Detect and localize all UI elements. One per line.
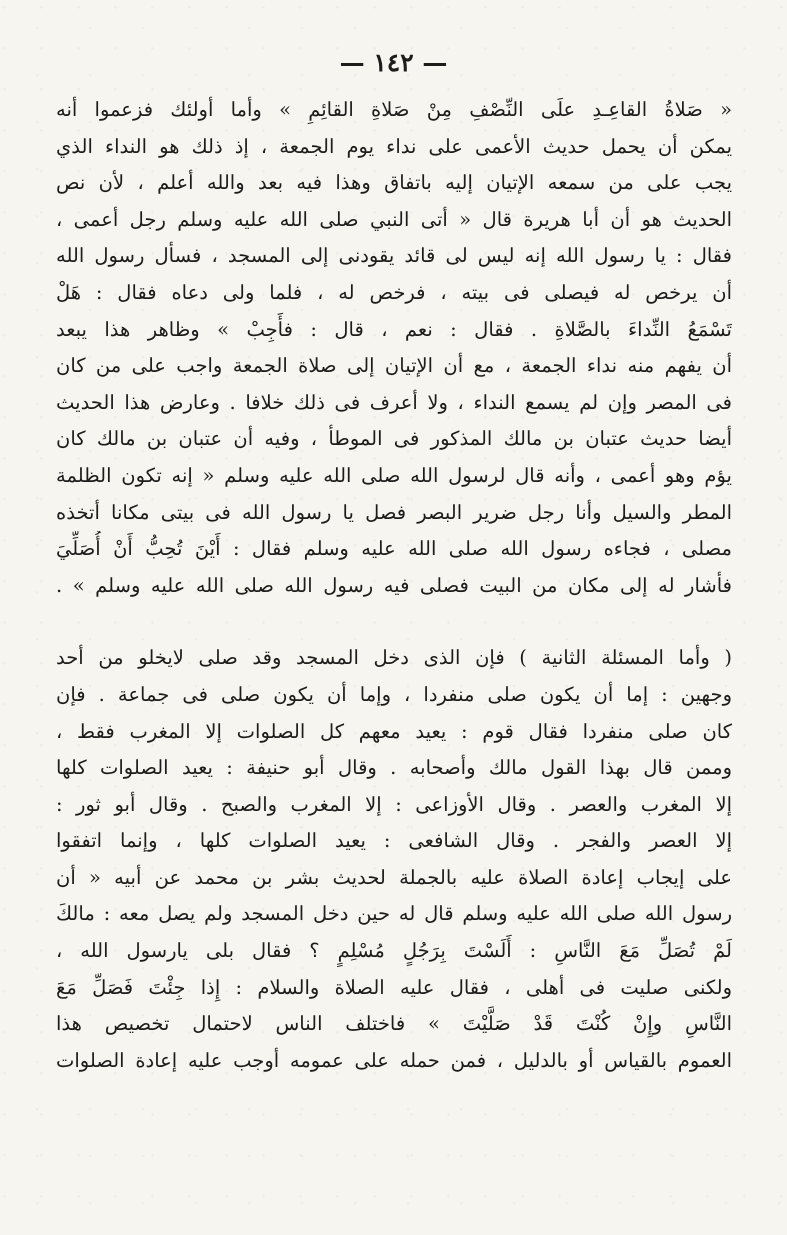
text-line: لَمْ تُصَلِّ مَعَ النَّاسِ : أَلَسْتَ بِرَجُلٍ مُسْلِمٍ ؟ فقال بلى يارسول الله ،: [56, 939, 732, 963]
text-line: أن يفهم منه نداء الجمعة ، مع أن الإتيان إلى صلاة الجمعة واجب على من كان: [56, 354, 732, 378]
text-line: يمكن أن يحمل حديث الأعمى على نداء يوم الجمعة ، إذ ذلك هو النداء الذي: [56, 134, 732, 158]
text-line: إلا المغرب والعصر . وقال الأوزاعى : إلا المغرب والصبح . وقال أبو ثور :: [56, 792, 732, 816]
text-line: كان صلى منفردا فقال قوم : يعيد معهم كل الصلوات إلا المغرب فقط ،: [56, 719, 732, 743]
text-line: وممن قال بهذا القول مالك وأصحابه . وقال أبو حنيفة : يعيد الصلوات كلها: [56, 756, 732, 780]
text-line: إلا العصر والفجر . وقال الشافعى : يعيد الصلوات كلها ، وإنما اتفقوا: [56, 829, 732, 853]
text-line: فقال : يا رسول الله إنه ليس لى قائد يقودنى إلى المسجد ، فسأل رسول الله: [56, 244, 732, 268]
text-line: وجهين : إما أن يكون صلى منفردا ، وإما أن يكون صلى فى جماعة . فإن: [56, 682, 732, 706]
text-line: أيضا حديث عتبان بن مالك المذكور فى الموطأ ، وفيه أن عتبان بن مالك كان: [56, 427, 732, 451]
text-line: مصلى ، فجاءه رسول الله صلى الله عليه وسلم فقال : أَيْنَ تُحِبُّ أَنْ أُصَلِّيَ: [56, 537, 732, 561]
text-line: العموم بالقياس أو بالدليل ، فمن حمله على عمومه أوجب عليه إعادة الصلوات: [56, 1048, 732, 1072]
paragraph-second-issue: [56, 640, 732, 1079]
page-number: — ١٤٢ —: [339, 48, 448, 77]
text-line: الحديث هو أن أبا هريرة قال « أتى النبي صلى الله عليه وسلم رجل أعمى ،: [56, 207, 732, 231]
text-line: رسول الله صلى الله عليه وسلم قال له حين دخل المسجد ولم يصل معه : مالكَ: [56, 902, 732, 926]
text-line: فى المصر وإن لم يسمع النداء ، ولا أعرف فى ذلك خلافا . وعارض هذا الحديث: [56, 390, 732, 414]
text-line: يؤم وهو أعمى ، وأنه قال لرسول الله صلى الله عليه وسلم « إنه تكون الظلمة: [56, 463, 732, 487]
text-line: أن يرخص له فيصلى فى بيته ، فرخص له ، فلما ولى دعاه فقال : هَلْ: [56, 280, 732, 304]
text-line: النَّاسِ وإِنْ كُنْتَ قَدْ صَلَّيْتَ » فاختلف الناس لاحتمال تخصيص هذا: [56, 1012, 732, 1036]
text-line: فأشار له إلى مكان من البيت فصلى فيه رسول الله صلى الله عليه وسلم » .: [56, 573, 732, 597]
text-line: المطر والسيل وأنا رجل ضرير البصر فصل يا رسول الله فى بيتى مكانا أتخذه: [56, 500, 732, 524]
text-line: على إيجاب إعادة الصلاة عليه بالجملة لحديث بشر بن محمد عن أبيه « أن: [56, 865, 732, 889]
text-line: ولكنى صليت فى أهلى ، فقال عليه الصلاة والسلام : إِذا جِئْتَ فَصَلِّ مَعَ: [56, 975, 732, 999]
text-line: يجب على من سمعه الإتيان إليه باتفاق وهذا فيه بعد والله أعلم ، لأن نص: [56, 171, 732, 195]
text-line: تَسْمَعُ النِّداءَ بالصَّلاةِ . فقال : نعم ، قال : فأَجِبْ » وظاهر هذا يبعد: [56, 317, 732, 341]
text-line: ( وأما المسئلة الثانية ) فإن الذى دخل المسجد وقد صلى لايخلو من أحد: [56, 646, 732, 670]
page-body: [56, 92, 732, 1079]
paragraph-spacer: [56, 604, 732, 640]
text-line: « صَلاةُ القاعِـدِ علَى النِّصْفِ مِنْ صَلاةِ القائِمِ » وأما أولئك فزعموا أنه: [56, 98, 732, 121]
paragraph-hadith-discussion: [56, 92, 732, 604]
